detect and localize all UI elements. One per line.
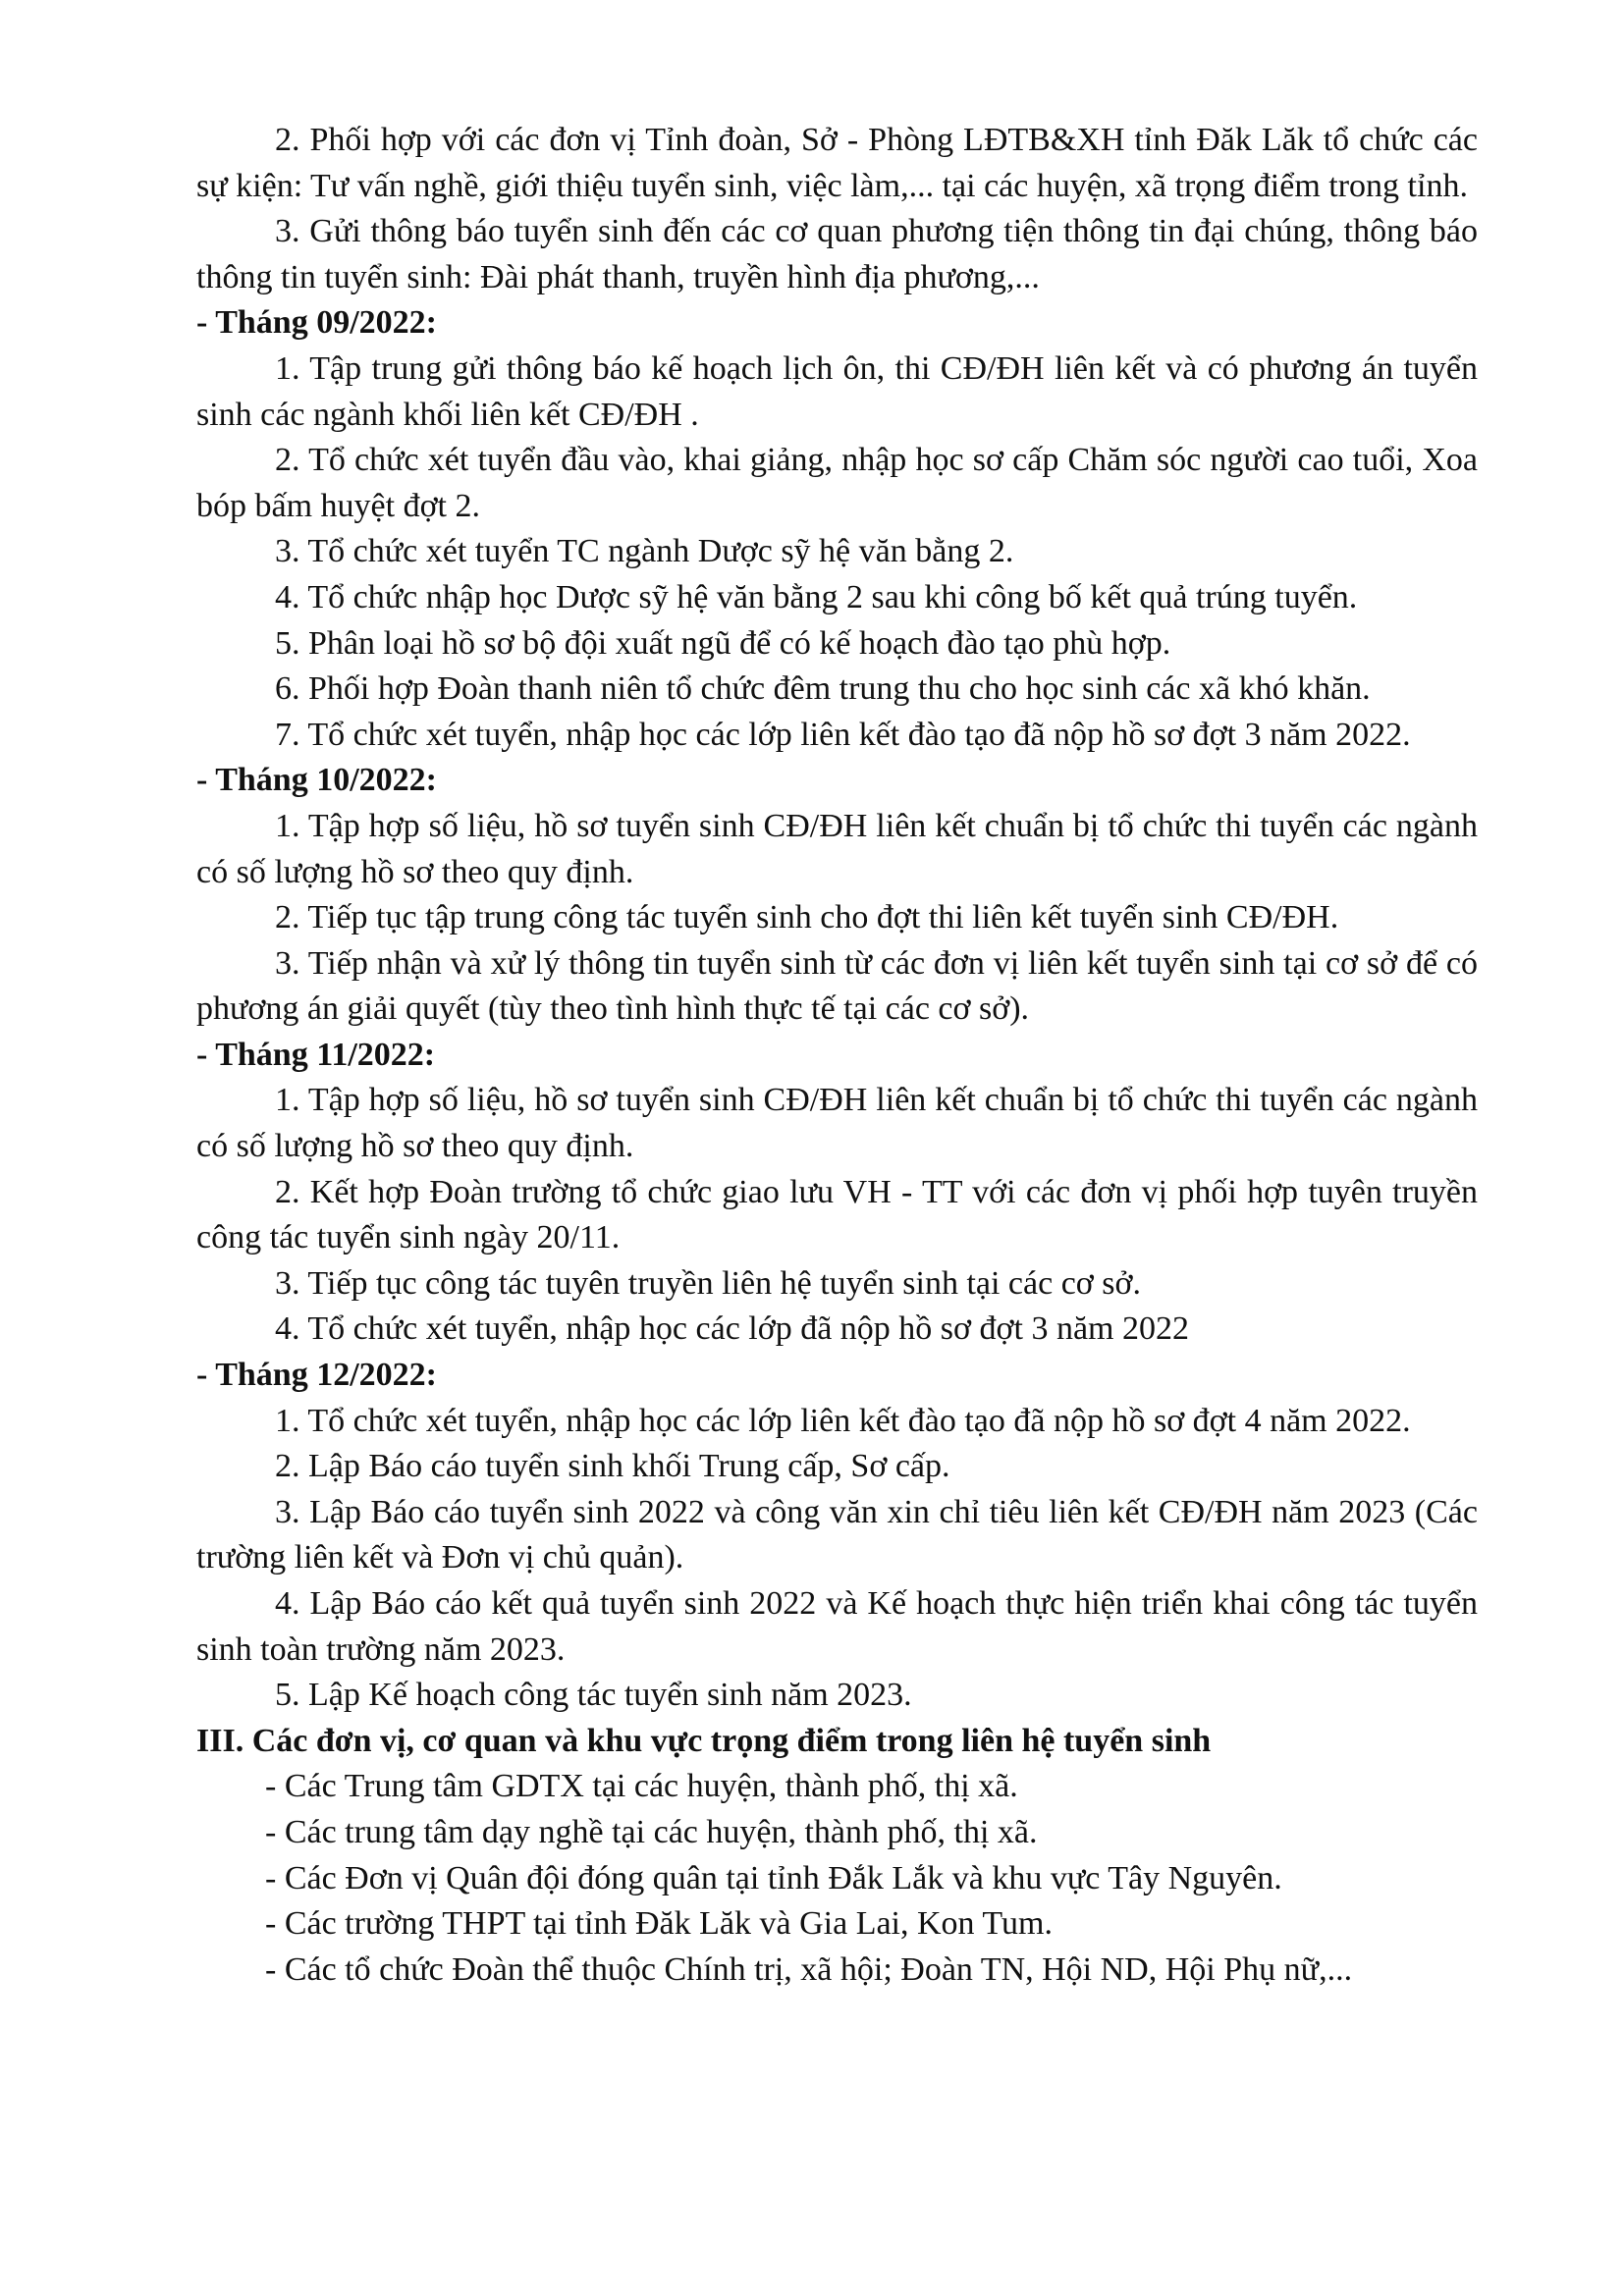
month-12-item-2: 2. Lập Báo cáo tuyển sinh khối Trung cấp, Sơ cấp.	[275, 1448, 950, 1485]
month-09-item-3: 3. Tổ chức xét tuyển TC ngành Dược sỹ hệ văn bằng 2.	[275, 533, 1014, 570]
month-11-item-4: 4. Tổ chức xét tuyển, nhập học các lớp đã nộp hồ sơ đợt 3 năm 2022	[275, 1310, 1189, 1348]
month-09-item-2: 2. Tổ chức xét tuyển đầu vào, khai giảng, nhập học sơ cấp Chăm sóc người cao tuổi, Xoa bóp bấm huyệt đợt 2.	[196, 442, 1478, 524]
month-11-item-1: 1. Tập hợp số liệu, hồ sơ tuyển sinh CĐ/ĐH liên kết chuẩn bị tổ chức thi tuyển các ngành có số lượng hồ sơ theo quy định.	[196, 1082, 1478, 1165]
month-12-item-3: 3. Lập Báo cáo tuyển sinh 2022 và công văn xin chỉ tiêu liên kết CĐ/ĐH năm 2023 (Các trường liên kết và Đơn vị chủ quản).	[196, 1493, 1478, 1576]
month-09-item-1: 1. Tập trung gửi thông báo kế hoạch lịch ôn, thi CĐ/ĐH liên kết và có phương án tuyển sinh các ngành khối liên kết CĐ/ĐH .	[196, 349, 1478, 433]
month-12-item-4: 4. Lập Báo cáo kết quả tuyển sinh 2022 và Kế hoạch thực hiện triển khai công tác tuyển sinh toàn trường năm 2023.	[196, 1585, 1478, 1668]
month-10-item-2: 2. Tiếp tục tập trung công tác tuyển sinh cho đợt thi liên kết tuyển sinh CĐ/ĐH.	[275, 899, 1339, 936]
month-12-heading: - Tháng 12/2022:	[196, 1357, 437, 1394]
month-09-item-5: 5. Phân loại hồ sơ bộ đội xuất ngũ để có kế hoạch đào tạo phù hợp.	[275, 624, 1171, 662]
section-iii-heading: III. Các đơn vị, cơ quan và khu vực trọng điểm trong liên hệ tuyển sinh	[196, 1722, 1212, 1759]
month-10-item-1: 1. Tập hợp số liệu, hồ sơ tuyển sinh CĐ/ĐH liên kết chuẩn bị tổ chức thi tuyển các ngành có số lượng hồ sơ theo quy định.	[196, 807, 1478, 890]
month-11-heading: - Tháng 11/2022:	[196, 1036, 436, 1073]
month-09-item-7: 7. Tổ chức xét tuyển, nhập học các lớp liên kết đào tạo đã nộp hồ sơ đợt 3 năm 2022.	[275, 716, 1411, 753]
section-iii-item-3: - Các Đơn vị Quân đội đóng quân tại tỉnh Đắk Lắk và khu vực Tây Nguyên.	[265, 1859, 1282, 1896]
month-09-item-6: 6. Phối hợp Đoàn thanh niên tổ chức đêm trung thu cho học sinh các xã khó khăn.	[275, 670, 1371, 708]
section-iii-item-1: - Các Trung tâm GDTX tại các huyện, thành phố, thị xã.	[265, 1768, 1018, 1805]
month-12-item-1: 1. Tổ chức xét tuyển, nhập học các lớp liên kết đào tạo đã nộp hồ sơ đợt 4 năm 2022.	[275, 1402, 1411, 1439]
section-iii-item-4: - Các trường THPT tại tỉnh Đăk Lăk và Gia Lai, Kon Tum.	[265, 1905, 1053, 1943]
month-10-item-3: 3. Tiếp nhận và xử lý thông tin tuyển sinh từ các đơn vị liên kết tuyển sinh tại cơ sở để có phương án giải quyết (tùy theo tình hình thực tế tại các cơ sở).	[196, 944, 1478, 1028]
month-09-item-4: 4. Tổ chức nhập học Dược sỹ hệ văn bằng 2 sau khi công bố kết quả trúng tuyển.	[275, 578, 1358, 615]
month-12-item-5: 5. Lập Kế hoạch công tác tuyển sinh năm 2023.	[275, 1677, 912, 1714]
month-11-item-2: 2. Kết hợp Đoàn trường tổ chức giao lưu VH - TT với các đơn vị phối hợp tuyên truyền công tác tuyển sinh ngày 20/11.	[196, 1173, 1478, 1256]
month-10-heading: - Tháng 10/2022:	[196, 762, 437, 799]
intro-item-3: 3. Gửi thông báo tuyển sinh đến các cơ quan phương tiện thông tin đại chúng, thông báo thông tin tuyển sinh: Đài phát thanh, truyền hình địa phương,...	[196, 213, 1478, 295]
section-iii-item-5: - Các tổ chức Đoàn thể thuộc Chính trị, xã hội; Đoàn TN, Hội ND, Hội Phụ nữ,...	[265, 1950, 1353, 1988]
document-body	[196, 118, 1478, 1993]
section-iii-item-2: - Các trung tâm dạy nghề tại các huyện, thành phố, thị xã.	[265, 1813, 1038, 1850]
month-11-item-3: 3. Tiếp tục công tác tuyên truyền liên hệ tuyển sinh tại các cơ sở.	[275, 1264, 1141, 1302]
month-09-heading: - Tháng 09/2022:	[196, 304, 437, 342]
intro-item-2: 2. Phối hợp với các đơn vị Tỉnh đoàn, Sở - Phòng LĐTB&XH tỉnh Đăk Lăk tổ chức các sự kiện: Tư vấn nghề, giới thiệu tuyển sinh, việc làm,... tại các huyện, xã trọng điểm trong tỉnh.	[196, 122, 1478, 204]
